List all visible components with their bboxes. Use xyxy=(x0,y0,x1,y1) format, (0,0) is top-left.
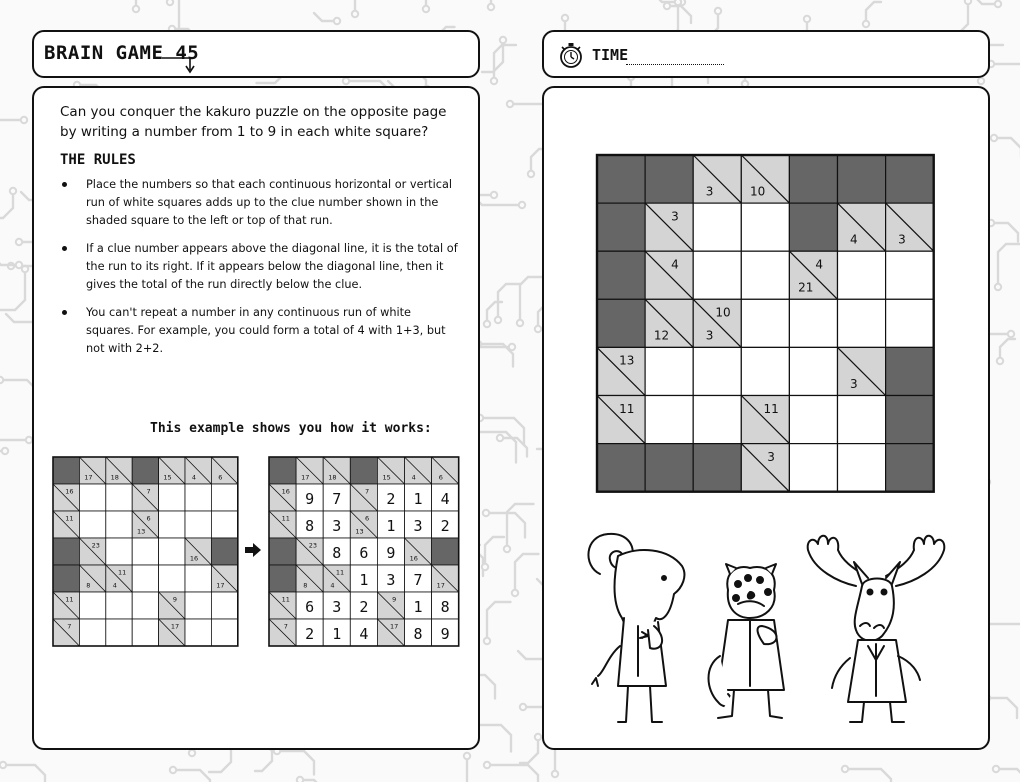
grid-cell[interactable] xyxy=(323,619,350,646)
clue-right: 11 xyxy=(65,514,74,523)
grid-cell[interactable] xyxy=(886,299,934,347)
clue-down: 4 xyxy=(191,473,197,482)
grid-cell xyxy=(53,511,79,538)
grid-cell[interactable] xyxy=(211,511,237,538)
grid-cell[interactable] xyxy=(741,347,789,395)
grid-cell[interactable] xyxy=(645,396,693,444)
grid-cell[interactable] xyxy=(106,538,132,565)
grid-cell[interactable] xyxy=(211,619,237,646)
grid-cell xyxy=(53,592,79,619)
grid-cell[interactable] xyxy=(838,251,886,299)
grid-cell[interactable] xyxy=(693,396,741,444)
arrow-down-icon xyxy=(160,50,198,74)
clue-right: 7 xyxy=(146,487,151,496)
grid-cell xyxy=(886,347,934,395)
grid-cell xyxy=(377,592,404,619)
grid-cell xyxy=(886,155,934,203)
grid-cell xyxy=(693,299,741,347)
grid-cell xyxy=(597,155,645,203)
grid-cell xyxy=(53,565,79,592)
grid-cell[interactable] xyxy=(185,592,211,619)
grid-cell xyxy=(597,396,645,444)
grid-cell xyxy=(132,457,158,484)
grid-cell xyxy=(645,251,693,299)
cell-value: 7 xyxy=(413,570,423,589)
grid-cell[interactable] xyxy=(296,619,323,646)
cell-value: 2 xyxy=(440,516,450,535)
clue-down: 3 xyxy=(705,184,714,199)
grid-cell xyxy=(432,457,459,484)
grid-cell xyxy=(597,203,645,251)
grid-cell xyxy=(53,484,79,511)
grid-cell[interactable] xyxy=(377,511,404,538)
time-label: TIME xyxy=(592,46,629,64)
grid-cell xyxy=(79,538,105,565)
grid-cell xyxy=(645,444,693,492)
clue-down: 17 xyxy=(216,581,225,590)
grid-cell xyxy=(323,565,350,592)
cell-value: 3 xyxy=(332,516,342,535)
grid-cell xyxy=(645,155,693,203)
clue-right: 17 xyxy=(390,622,399,631)
grid-cell[interactable] xyxy=(432,592,459,619)
grid-cell xyxy=(211,457,237,484)
grid-cell xyxy=(132,511,158,538)
grid-cell xyxy=(53,457,79,484)
grid-cell[interactable] xyxy=(159,511,185,538)
grid-cell[interactable] xyxy=(886,251,934,299)
clue-right: 11 xyxy=(763,401,779,416)
cell-value: 4 xyxy=(359,624,369,643)
grid-cell[interactable] xyxy=(296,484,323,511)
clue-right: 11 xyxy=(65,595,74,604)
grid-cell xyxy=(645,299,693,347)
grid-cell[interactable] xyxy=(789,396,837,444)
clue-down: 13 xyxy=(137,527,146,536)
grid-cell xyxy=(185,538,211,565)
clue-down: 4 xyxy=(330,581,335,590)
grid-cell xyxy=(597,299,645,347)
grid-cell[interactable] xyxy=(693,203,741,251)
grid-cell xyxy=(838,347,886,395)
clue-down: 3 xyxy=(705,328,714,343)
grid-cell[interactable] xyxy=(789,347,837,395)
clue-right: 11 xyxy=(619,401,635,416)
grid-cell[interactable] xyxy=(106,511,132,538)
grid-cell[interactable] xyxy=(350,592,377,619)
clue-right: 16 xyxy=(65,487,74,496)
clue-down: 13 xyxy=(355,527,364,536)
grid-cell xyxy=(350,457,377,484)
grid-cell xyxy=(269,511,296,538)
grid-cell xyxy=(159,457,185,484)
clue-right: 6 xyxy=(146,514,151,523)
grid-cell xyxy=(79,565,105,592)
grid-cell[interactable] xyxy=(405,511,432,538)
clue-down: 21 xyxy=(798,280,814,295)
rule-item: Place the numbers so that each continuous horizontal or vertical run of white squares adds up to the clue number shown in the shaded square to the left or top of that run. xyxy=(60,176,460,230)
grid-cell[interactable] xyxy=(106,619,132,646)
clue-down: 6 xyxy=(438,473,443,482)
clue-down: 18 xyxy=(110,473,119,482)
clue-right: 7 xyxy=(283,622,288,631)
example-caption: This example shows you how it works: xyxy=(150,421,432,436)
grid-cell[interactable] xyxy=(296,592,323,619)
grid-cell xyxy=(741,396,789,444)
grid-cell[interactable] xyxy=(159,538,185,565)
cell-value: 6 xyxy=(359,543,369,562)
cell-value: 7 xyxy=(332,489,342,508)
grid-cell[interactable] xyxy=(377,538,404,565)
grid-cell xyxy=(269,457,296,484)
grid-cell[interactable] xyxy=(350,619,377,646)
grid-cell xyxy=(789,203,837,251)
clue-right: 3 xyxy=(767,449,775,464)
animal-characters-illustration xyxy=(578,526,958,726)
grid-cell xyxy=(269,565,296,592)
grid-cell xyxy=(132,484,158,511)
example-grid-unsolved xyxy=(53,457,238,646)
clue-right: 17 xyxy=(170,622,180,631)
grid-cell xyxy=(597,444,645,492)
grid-cell[interactable] xyxy=(350,565,377,592)
clue-down: 17 xyxy=(436,581,445,590)
clue-right: 11 xyxy=(335,568,345,577)
grid-cell xyxy=(597,251,645,299)
clue-right: 6 xyxy=(365,514,370,523)
cell-value: 6 xyxy=(305,597,315,616)
grid-cell xyxy=(53,538,79,565)
grid-cell[interactable] xyxy=(838,444,886,492)
grid-cell[interactable] xyxy=(432,484,459,511)
clue-down: 17 xyxy=(301,473,310,482)
clue-down: 8 xyxy=(86,581,91,590)
grid-cell xyxy=(350,511,377,538)
intro-text: Can you conquer the kakuro puzzle on the opposite page by writing a number from 1 to 9 in each white square? xyxy=(60,104,447,140)
grid-cell[interactable] xyxy=(405,565,432,592)
clue-down: 10 xyxy=(750,184,766,199)
cell-value: 2 xyxy=(386,489,396,508)
grid-cell[interactable] xyxy=(323,592,350,619)
grid-cell[interactable] xyxy=(185,484,211,511)
grid-cell[interactable] xyxy=(323,484,350,511)
clue-down: 16 xyxy=(189,554,199,563)
grid-cell xyxy=(886,203,934,251)
header-left xyxy=(32,30,480,78)
clue-down: 16 xyxy=(409,554,418,563)
cell-value: 1 xyxy=(359,570,369,589)
clue-right: 4 xyxy=(815,257,824,272)
grid-cell xyxy=(597,347,645,395)
grid-cell xyxy=(269,619,296,646)
clue-right: 23 xyxy=(308,541,318,550)
grid-cell xyxy=(838,203,886,251)
grid-cell[interactable] xyxy=(79,511,105,538)
grid-cell xyxy=(323,457,350,484)
clue-right: 7 xyxy=(67,622,72,631)
clue-down: 15 xyxy=(382,473,391,482)
clue-right: 13 xyxy=(619,353,635,368)
cell-value: 1 xyxy=(413,489,423,508)
clue-right: 3 xyxy=(671,209,679,224)
grid-cell[interactable] xyxy=(405,484,432,511)
grid-cell xyxy=(269,538,296,565)
grid-cell[interactable] xyxy=(741,299,789,347)
clue-down: 3 xyxy=(850,376,858,391)
grid-cell[interactable] xyxy=(838,299,886,347)
grid-cell[interactable] xyxy=(211,592,237,619)
time-entry-line[interactable] xyxy=(626,64,724,65)
grid-cell[interactable] xyxy=(432,511,459,538)
grid-cell[interactable] xyxy=(377,565,404,592)
grid-cell xyxy=(377,619,404,646)
grid-cell[interactable] xyxy=(741,251,789,299)
grid-cell[interactable] xyxy=(323,538,350,565)
grid-cell[interactable] xyxy=(350,538,377,565)
grid-cell xyxy=(789,155,837,203)
grid-cell[interactable] xyxy=(79,592,105,619)
stopwatch-icon xyxy=(556,40,586,70)
grid-cell xyxy=(53,619,79,646)
cell-value: 1 xyxy=(386,516,396,535)
moose-character xyxy=(808,536,945,722)
clue-right: 16 xyxy=(281,487,290,496)
grid-cell[interactable] xyxy=(106,592,132,619)
clue-right: 11 xyxy=(118,568,127,577)
grid-cell[interactable] xyxy=(185,511,211,538)
cell-value: 3 xyxy=(386,570,396,589)
grid-cell[interactable] xyxy=(377,484,404,511)
cell-value: 2 xyxy=(359,597,369,616)
grid-cell xyxy=(741,444,789,492)
grid-cell xyxy=(159,619,185,646)
cell-value: 3 xyxy=(332,597,342,616)
clue-down: 12 xyxy=(653,328,670,343)
rules-heading: THE RULES xyxy=(60,152,136,168)
grid-cell[interactable] xyxy=(296,511,323,538)
grid-cell[interactable] xyxy=(789,299,837,347)
grid-cell[interactable] xyxy=(132,538,158,565)
grid-cell xyxy=(645,203,693,251)
cell-value: 8 xyxy=(413,624,423,643)
grid-cell xyxy=(886,444,934,492)
cell-value: 9 xyxy=(386,543,396,562)
cell-value: 9 xyxy=(305,489,315,508)
ram-character xyxy=(588,534,684,722)
clue-right: 4 xyxy=(671,257,679,272)
grid-cell xyxy=(838,155,886,203)
clue-down: 8 xyxy=(303,581,308,590)
kakuro-puzzle-grid[interactable] xyxy=(597,155,934,492)
grid-cell xyxy=(79,457,105,484)
grid-cell xyxy=(296,457,323,484)
grid-cell[interactable] xyxy=(159,484,185,511)
grid-cell xyxy=(789,251,837,299)
grid-cell[interactable] xyxy=(211,484,237,511)
grid-cell xyxy=(296,538,323,565)
grid-cell[interactable] xyxy=(185,619,211,646)
grid-cell[interactable] xyxy=(693,347,741,395)
cell-value: 8 xyxy=(305,516,315,535)
leopard-character xyxy=(709,564,785,718)
grid-cell[interactable] xyxy=(106,484,132,511)
page-title: BRAIN GAME 45 xyxy=(44,42,200,64)
clue-right: 11 xyxy=(281,514,290,523)
clue-down: 4 xyxy=(411,473,416,482)
grid-cell xyxy=(296,565,323,592)
grid-cell[interactable] xyxy=(159,565,185,592)
grid-cell xyxy=(693,155,741,203)
arrow-right-icon xyxy=(244,542,262,558)
grid-cell[interactable] xyxy=(185,565,211,592)
clue-down: 15 xyxy=(163,473,172,482)
grid-cell xyxy=(405,538,432,565)
clue-right: 9 xyxy=(172,595,178,604)
clue-down: 3 xyxy=(898,232,906,247)
clue-down: 6 xyxy=(218,473,223,482)
grid-cell xyxy=(350,484,377,511)
grid-cell xyxy=(269,592,296,619)
grid-cell[interactable] xyxy=(789,444,837,492)
grid-cell xyxy=(185,457,211,484)
clue-right: 10 xyxy=(715,305,731,320)
grid-cell xyxy=(693,444,741,492)
grid-cell[interactable] xyxy=(405,619,432,646)
grid-cell xyxy=(211,565,237,592)
grid-cell xyxy=(886,396,934,444)
example-grid-solved xyxy=(269,457,459,646)
grid-cell xyxy=(159,592,185,619)
rule-item: If a clue number appears above the diagonal line, it is the total of the run to its right. If it appears below the diagonal line, then it gives the total of the run directly below the clue. xyxy=(60,240,460,294)
grid-cell xyxy=(405,457,432,484)
cell-value: 8 xyxy=(332,543,342,562)
grid-cell xyxy=(106,457,132,484)
grid-cell[interactable] xyxy=(132,565,158,592)
grid-cell[interactable] xyxy=(79,484,105,511)
clue-down: 18 xyxy=(328,473,337,482)
cell-value: 3 xyxy=(413,516,423,535)
clue-right: 7 xyxy=(365,487,370,496)
grid-cell[interactable] xyxy=(405,592,432,619)
rules-list xyxy=(60,176,460,368)
grid-cell xyxy=(432,565,459,592)
grid-cell[interactable] xyxy=(323,511,350,538)
grid-cell[interactable] xyxy=(132,619,158,646)
header-right xyxy=(542,30,990,78)
clue-down: 4 xyxy=(112,581,117,590)
grid-cell[interactable] xyxy=(741,203,789,251)
cell-value: 4 xyxy=(440,489,450,508)
grid-cell xyxy=(741,155,789,203)
grid-cell[interactable] xyxy=(645,347,693,395)
grid-cell[interactable] xyxy=(838,396,886,444)
cell-value: 9 xyxy=(440,624,450,643)
grid-cell[interactable] xyxy=(79,619,105,646)
clue-right: 9 xyxy=(392,595,397,604)
grid-cell xyxy=(211,538,237,565)
clue-right: 11 xyxy=(281,595,290,604)
cell-value: 1 xyxy=(413,597,423,616)
clue-right: 23 xyxy=(91,541,100,550)
rule-item: You can't repeat a number in any continuous run of white squares. For example, you could form a total of 4 with 1+3, but not with 2+2. xyxy=(60,304,460,358)
clue-down: 17 xyxy=(84,473,93,482)
grid-cell[interactable] xyxy=(693,251,741,299)
cell-value: 1 xyxy=(332,624,342,643)
grid-cell[interactable] xyxy=(432,619,459,646)
grid-cell xyxy=(432,538,459,565)
grid-cell xyxy=(106,565,132,592)
grid-cell xyxy=(269,484,296,511)
clue-down: 4 xyxy=(850,232,858,247)
cell-value: 8 xyxy=(440,597,450,616)
cell-value: 2 xyxy=(305,624,315,643)
grid-cell[interactable] xyxy=(132,592,158,619)
grid-cell xyxy=(377,457,404,484)
